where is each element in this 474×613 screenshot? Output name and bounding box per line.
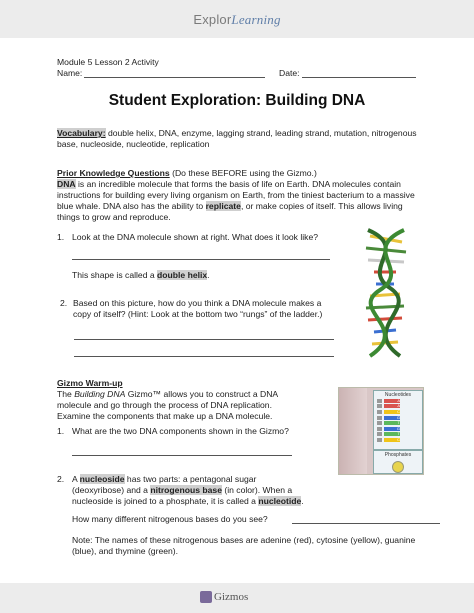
warmup-q2-number: 2. <box>57 474 65 484</box>
nitrogenous-base-icon: G <box>384 427 400 431</box>
warmup-q1-text: What are the two DNA components shown in the Gizmo? <box>72 426 289 436</box>
vocabulary-line2: base, nucleoside, nucleotide, replication <box>57 139 210 149</box>
dna-helix-image <box>350 228 420 358</box>
nitrogenous-base-icon: A <box>384 399 400 403</box>
date-label: Date: <box>279 68 300 78</box>
q2-text: Based on this picture, how do you think a DNA molecule makes a copy of itself? (Hint: Look at the bottom two “rungs” of the ladder.) <box>73 298 323 319</box>
nitrogenous-base-icon: G <box>384 416 400 420</box>
replicate-term: replicate <box>205 201 241 211</box>
warmup-q2-question: How many different nitrogenous bases do you see? <box>72 514 268 524</box>
q2-answer-line-1[interactable] <box>74 339 334 340</box>
warmup-heading: Gizmo Warm-up <box>57 378 123 388</box>
sugar-icon <box>377 432 382 436</box>
prior-knowledge-block <box>57 168 437 223</box>
nucleotide-item[interactable] <box>377 437 419 443</box>
sugar-icon <box>377 416 382 420</box>
nitrogenous-base-icon: A <box>384 404 400 408</box>
sugar-icon <box>377 410 382 414</box>
sugar-icon <box>377 427 382 431</box>
prior-p3a: blue whale. DNA also has the ability to <box>57 201 206 211</box>
nucleoside-term: nucleoside <box>79 474 125 484</box>
nitrogenous-base-icon: C <box>384 410 400 414</box>
page-title: Student Exploration: Building DNA <box>108 92 366 109</box>
warmup-q2-text: A nucleoside has two parts: a pentagonal sugar (deoxyribose) and a nitrogenous base (in color). When a nucleoside is joined to a phosphate, it is called a nucleotide. <box>72 474 304 506</box>
q1-text: Look at the DNA molecule shown at right. What does it look like? <box>72 232 319 242</box>
double-helix-answer: double helix <box>157 270 208 280</box>
prior-p3b: , or make copies of itself. This allows living <box>240 201 403 211</box>
module-label: Module 5 Lesson 2 Activity <box>57 57 159 67</box>
phosphate-icon[interactable] <box>392 461 404 473</box>
dna-term: DNA <box>57 179 76 189</box>
prior-p4: things to grow and reproduce. <box>57 212 171 222</box>
vocabulary-label: Vocabulary: <box>57 128 106 138</box>
sugar-icon <box>377 421 382 425</box>
warmup-note: Note: The names of these nitrogenous bases are adenine (red), cytosine (yellow), guanine (blue), and thymine (green). <box>72 535 416 556</box>
sugar-icon <box>377 404 382 408</box>
sugar-icon <box>377 399 382 403</box>
nucleotide-term: nucleotide <box>258 496 302 506</box>
warmup-block: Gizmo Warm-up The Building DNA Gizmo™ allows you to construct a DNA molecule and go through the process of DNA replication. Examine the components that make up a DNA molecule. <box>57 378 279 421</box>
warmup-q1-answer-line[interactable] <box>72 455 292 456</box>
gizmos-logo-icon <box>200 591 212 603</box>
warmup-q2-answer-line[interactable] <box>292 523 440 524</box>
nucleotide-list <box>374 398 422 443</box>
name-line <box>84 77 265 78</box>
q1-answer-line[interactable] <box>72 259 330 260</box>
nucleotides-panel <box>373 390 423 450</box>
phosphates-panel <box>373 450 423 474</box>
prior-heading: Prior Knowledge Questions <box>57 168 170 178</box>
sugar-icon <box>377 438 382 442</box>
explorelearning-logo: ExplorLearning <box>193 12 281 27</box>
prior-p2: instructions for building every living organism on Earth, from the tiniest bacterium to a massive <box>57 190 415 200</box>
prior-p1: is an incredible molecule that forms the basis of life on Earth. DNA molecules contain <box>75 179 401 189</box>
phosphates-label: Phosphates <box>384 452 412 458</box>
nitrogenous-base-term: nitrogenous base <box>150 485 222 495</box>
warmup-q1-number: 1. <box>57 426 65 436</box>
q2-number: 2. <box>60 298 68 308</box>
prior-heading-note: (Do these BEFORE using the Gizmo.) <box>169 168 317 178</box>
name-label: Name: <box>57 68 83 78</box>
q2-answer-line-2[interactable] <box>74 356 334 357</box>
gizmos-logo: Gizmos <box>200 591 248 603</box>
q1-number: 1. <box>57 232 65 242</box>
vocabulary-block <box>57 128 437 150</box>
nitrogenous-base-icon: C <box>384 438 400 442</box>
q1-answer: This shape is called a double helix. <box>72 270 210 280</box>
nitrogenous-base-icon: T <box>384 421 400 425</box>
gizmo-screenshot <box>338 387 424 475</box>
nitrogenous-base-icon: T <box>384 432 400 436</box>
vocabulary-line1: double helix, DNA, enzyme, lagging strand, leading strand, mutation, nitrogenous <box>105 128 417 138</box>
nucleotides-label: Nucleotides <box>384 392 412 398</box>
date-line <box>302 77 416 78</box>
cell-background <box>339 388 367 474</box>
